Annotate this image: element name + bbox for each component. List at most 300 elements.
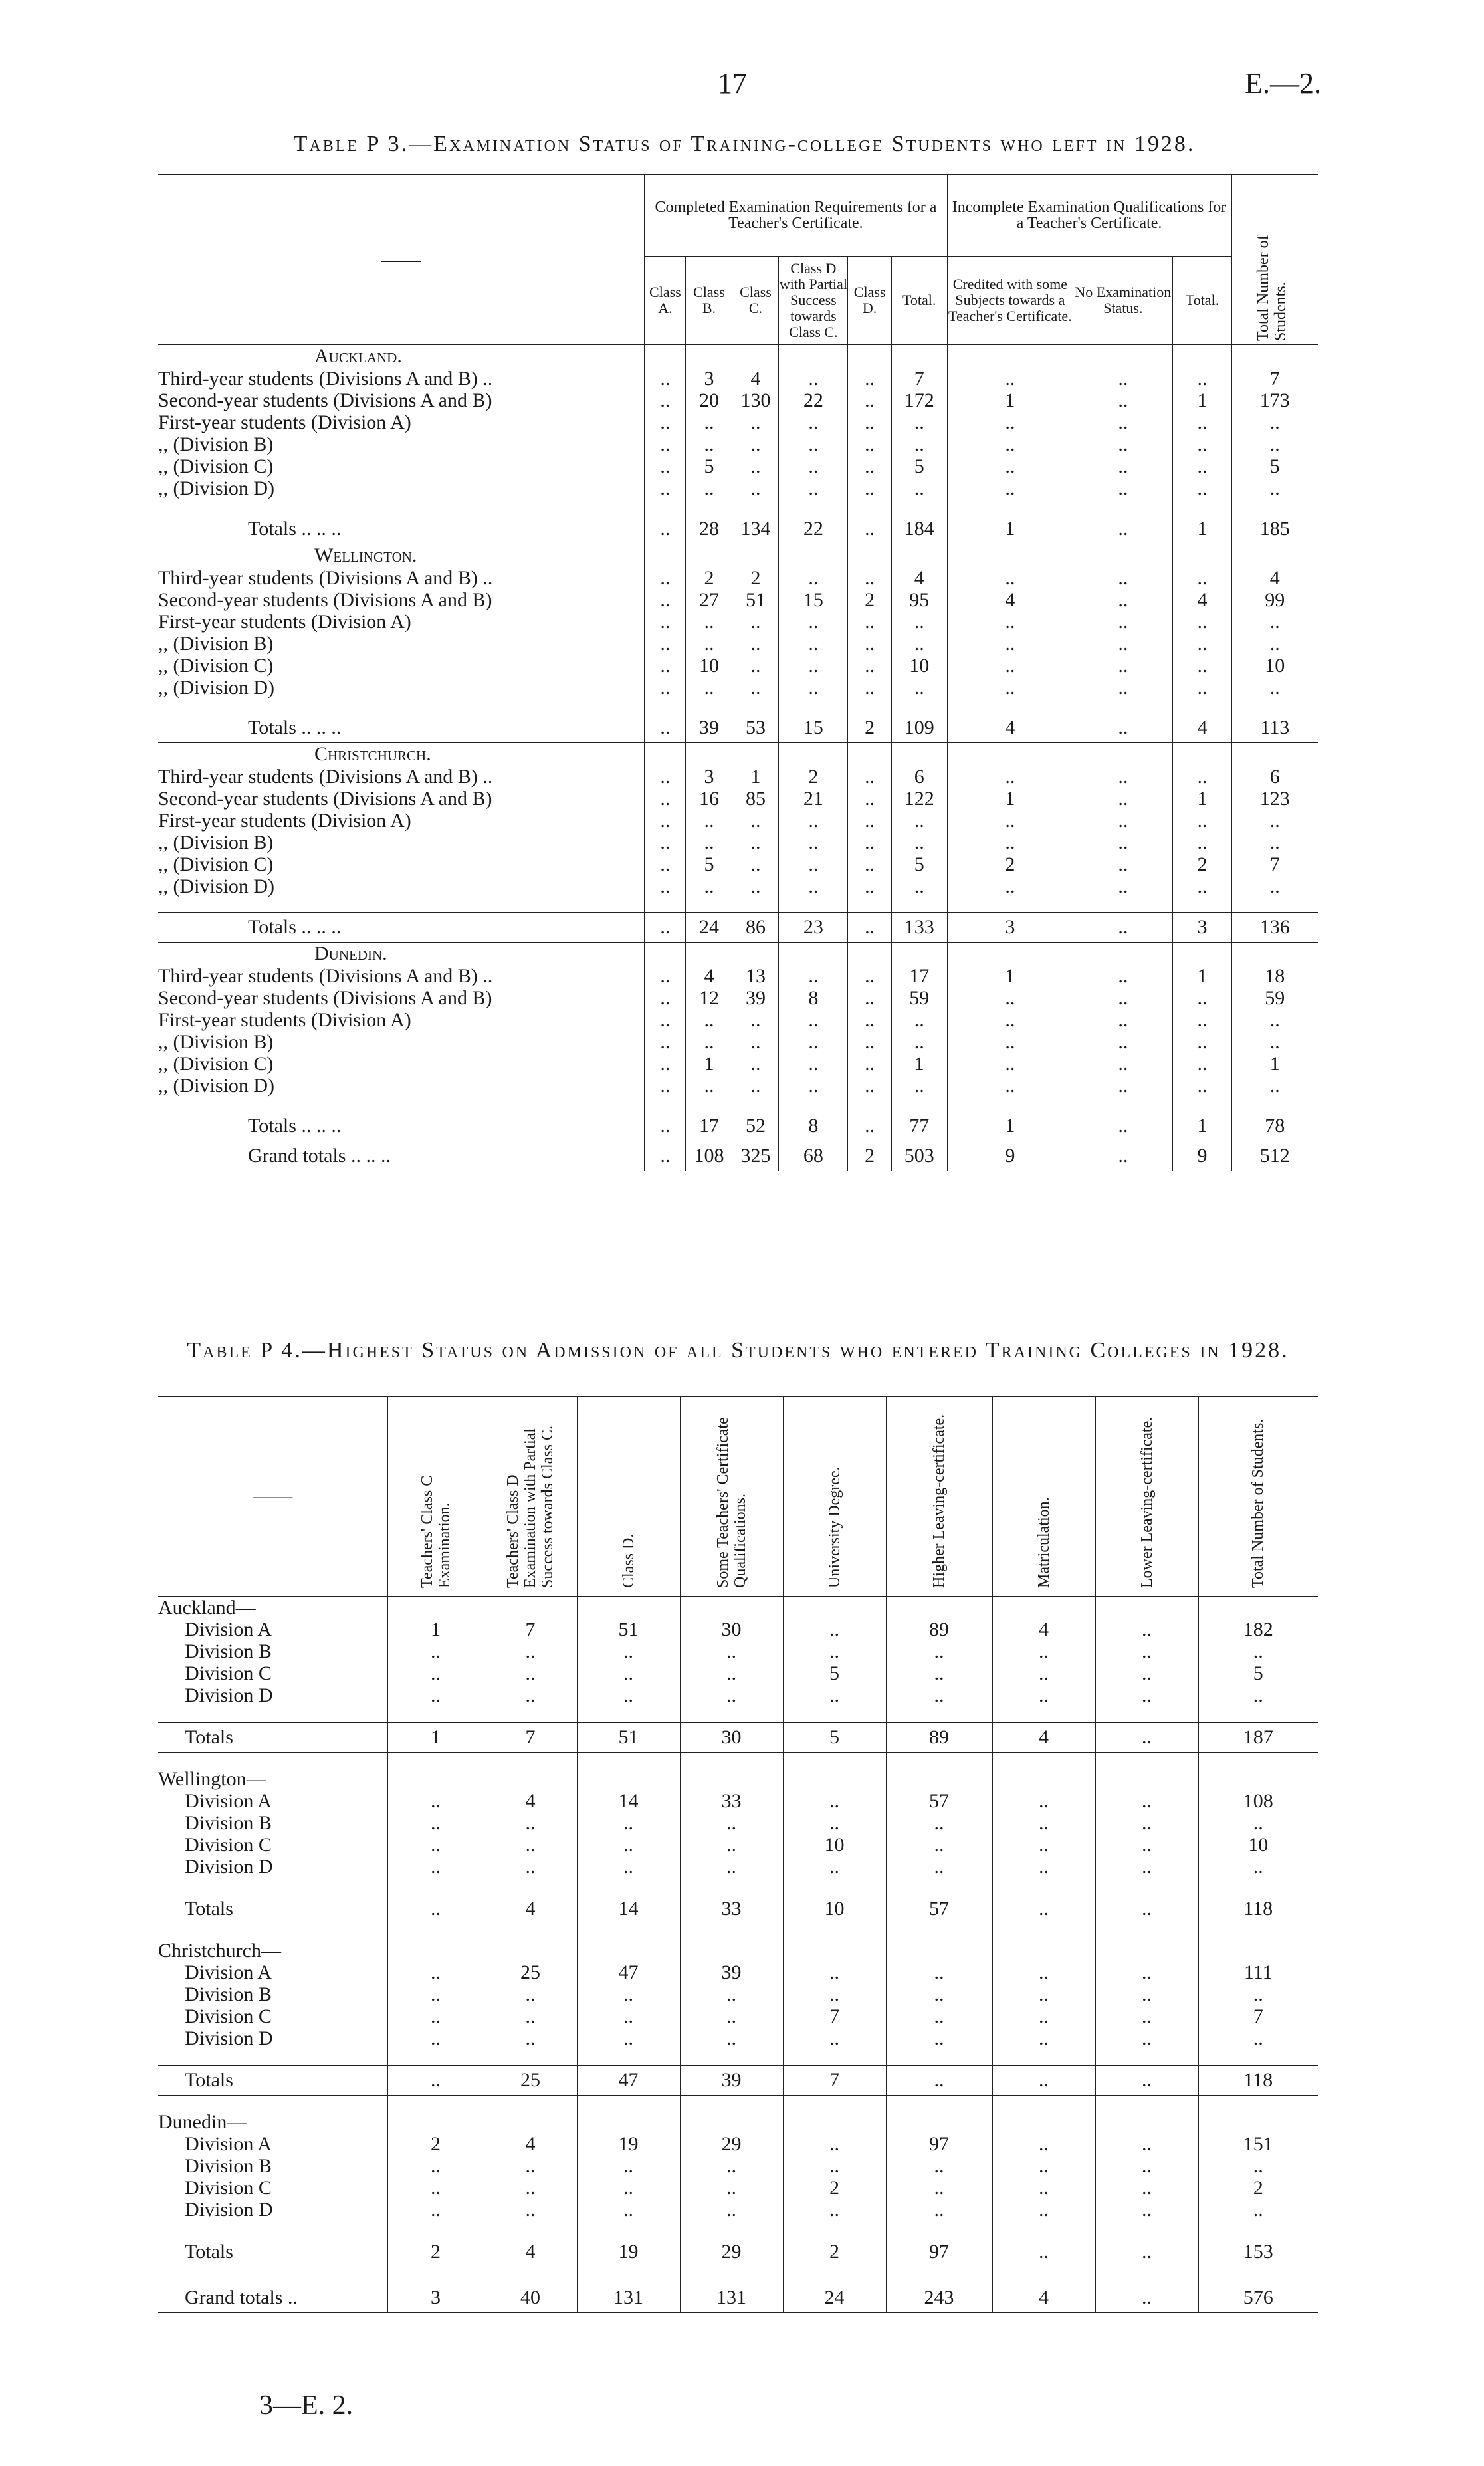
table-cell: .. (680, 1834, 783, 1856)
table-cell: .. (1231, 611, 1318, 633)
row-label: Third-year students (Divisions A and B) .. (158, 766, 493, 788)
table-cell: 2 (1198, 2177, 1318, 2199)
table-cell: 59 (891, 987, 947, 1009)
totals-label: Totals (158, 1894, 387, 1924)
table-cell: .. (1173, 810, 1231, 832)
totals-cell: .. (848, 912, 892, 942)
table-cell: 29 (680, 2133, 783, 2155)
table-cell: .. (577, 1856, 680, 1878)
totals-cell: 30 (680, 1722, 783, 1752)
table-row (158, 832, 1318, 853)
row-label: First-year students (Division A) (158, 1008, 411, 1031)
grand-totals-label: Grand totals .. .. .. (158, 1141, 645, 1171)
table-cell: .. (732, 1031, 779, 1053)
table-cell: .. (848, 1009, 892, 1031)
table-cell: 4 (732, 368, 779, 390)
table-cell: 10 (1231, 655, 1318, 677)
table-cell: .. (484, 2155, 577, 2177)
table-row (158, 2177, 1318, 2199)
table-cell: .. (645, 766, 686, 788)
table-cell: 97 (886, 2133, 992, 2155)
table-cell: .. (577, 1983, 680, 2005)
table-cell: 39 (732, 987, 779, 1009)
table-cell: .. (1231, 875, 1318, 897)
table-cell: .. (1073, 788, 1173, 810)
p3-group-completed: Completed Examination Requirements for a Teacher's Certificate. (645, 175, 947, 257)
table-row (158, 1834, 1318, 1856)
table-p3 (158, 174, 1318, 1171)
table-cell: 5 (783, 1662, 886, 1684)
table-cell: .. (848, 411, 892, 433)
table-cell: .. (779, 433, 848, 455)
table-cell: .. (1073, 390, 1173, 411)
table-cell: .. (779, 853, 848, 875)
table-cell: .. (387, 1962, 484, 1983)
table-cell: .. (1073, 1009, 1173, 1031)
table-row (158, 390, 1318, 411)
table-cell: .. (783, 1812, 886, 1834)
p4-col-header-2: Class D. (577, 1397, 680, 1597)
row-label: Division D (185, 2199, 273, 2221)
table-cell: .. (1073, 1053, 1173, 1075)
table-cell: 108 (1198, 1790, 1318, 1812)
row-label: Division A (185, 1790, 272, 1812)
totals-cell: .. (645, 1111, 686, 1141)
table-cell: .. (387, 1640, 484, 1662)
p4-section-name: Christchurch— (158, 1940, 281, 1962)
table-cell: .. (732, 677, 779, 699)
totals-cell: 24 (686, 912, 732, 942)
totals-cell: 1 (947, 1111, 1073, 1141)
page-footer: 3—E. 2. (259, 2390, 354, 2421)
table-cell: .. (1073, 677, 1173, 699)
table-cell: 17 (891, 965, 947, 987)
table-row (158, 810, 1318, 832)
table-cell: .. (1095, 1812, 1198, 1834)
grand-totals-cell: 3 (387, 2283, 484, 2312)
table-cell: .. (1073, 368, 1173, 390)
row-label: ,, (Division B) (158, 632, 274, 655)
table-cell: 14 (577, 1790, 680, 1812)
grand-totals-cell: 4 (992, 2283, 1095, 2312)
totals-cell: .. (848, 514, 892, 544)
row-label: Division C (185, 2005, 272, 2027)
grand-totals-row (158, 2283, 1318, 2312)
totals-cell: 1 (1173, 1111, 1231, 1141)
totals-cell: 39 (680, 2065, 783, 2095)
table-cell: .. (779, 832, 848, 853)
p4-section-name: Wellington— (158, 1768, 266, 1790)
table-row (158, 655, 1318, 677)
table-cell: .. (992, 1662, 1095, 1684)
table-cell: .. (680, 1640, 783, 1662)
grand-totals-cell: 24 (783, 2283, 886, 2312)
totals-cell: 1 (947, 514, 1073, 544)
totals-cell: 3 (1173, 912, 1231, 942)
table-cell: .. (886, 1962, 992, 1983)
row-label: Division A (185, 1962, 272, 1983)
table-cell: .. (1073, 1075, 1173, 1097)
table-cell: .. (1231, 810, 1318, 832)
table-cell: .. (947, 433, 1073, 455)
table-cell: .. (387, 1983, 484, 2005)
table-cell: .. (1073, 832, 1173, 853)
table-cell: .. (947, 611, 1073, 633)
table-cell: .. (891, 433, 947, 455)
table-cell: .. (686, 810, 732, 832)
table-cell: 12 (686, 987, 732, 1009)
table-cell: .. (1231, 411, 1318, 433)
p4-section-name: Dunedin— (158, 2111, 247, 2133)
table-cell: .. (680, 2177, 783, 2199)
row-label: ,, (Division D) (158, 875, 274, 897)
table-cell: 3 (686, 766, 732, 788)
table-cell: .. (947, 477, 1073, 499)
table-cell: .. (484, 1856, 577, 1878)
p4-col-header-7: Lower Leaving-certificate. (1095, 1397, 1198, 1597)
grand-totals-cell: 243 (886, 2283, 992, 2312)
table-cell: .. (1095, 1684, 1198, 1706)
table-cell: .. (1095, 1790, 1198, 1812)
totals-cell: 33 (680, 1894, 783, 1924)
totals-cell: 23 (779, 912, 848, 942)
table-cell: .. (1073, 853, 1173, 875)
totals-label: Totals .. .. .. (158, 514, 645, 544)
table-cell: 30 (680, 1619, 783, 1640)
grand-totals-cell: 512 (1231, 1141, 1318, 1171)
table-cell: .. (992, 1790, 1095, 1812)
table-cell: .. (1073, 611, 1173, 633)
table-cell: .. (1231, 677, 1318, 699)
table-row (158, 1619, 1318, 1640)
p3-col-header-4: Class D. (848, 256, 892, 344)
totals-label: Totals .. .. .. (158, 713, 645, 743)
table-cell: .. (1095, 1619, 1198, 1640)
table-cell: .. (1198, 2155, 1318, 2177)
table-cell: .. (1231, 1031, 1318, 1053)
table-cell: .. (891, 411, 947, 433)
table-cell: .. (947, 455, 1073, 477)
p3-col-header-0: Class A. (645, 256, 686, 344)
p4-col-header-6: Matriculation. (992, 1397, 1095, 1597)
table-cell: .. (947, 987, 1073, 1009)
p3-blank-header: —— (158, 175, 645, 345)
table-cell: 51 (732, 589, 779, 611)
table-cell: .. (992, 1684, 1095, 1706)
page-number: 17 (718, 67, 747, 100)
table-cell: .. (848, 433, 892, 455)
table-cell: .. (387, 1834, 484, 1856)
table-cell: .. (686, 477, 732, 499)
grand-totals-cell: 9 (1173, 1141, 1231, 1171)
table-cell: .. (783, 1619, 886, 1640)
totals-cell: 8 (779, 1111, 848, 1141)
table-row (158, 1812, 1318, 1834)
row-label: Third-year students (Divisions A and B) .. (158, 566, 493, 589)
totals-cell: .. (387, 1894, 484, 1924)
table-cell: .. (680, 2199, 783, 2221)
table-cell: .. (1198, 1684, 1318, 1706)
p3-section-name: Auckland. (314, 345, 402, 367)
table-row (158, 2199, 1318, 2221)
table-cell: 172 (891, 390, 947, 411)
table-cell: .. (680, 1662, 783, 1684)
totals-cell: .. (1073, 912, 1173, 942)
table-cell: .. (783, 1983, 886, 2005)
table-cell: .. (686, 411, 732, 433)
totals-cell: .. (1095, 2237, 1198, 2267)
totals-cell: 25 (484, 2065, 577, 2095)
totals-row (158, 1111, 1318, 1141)
totals-label: Totals (158, 2237, 387, 2267)
row-label: Second-year students (Divisions A and B) (158, 390, 492, 411)
table-cell: 95 (891, 589, 947, 611)
table-cell: .. (645, 1009, 686, 1031)
table-cell: .. (891, 477, 947, 499)
row-label: Second-year students (Divisions A and B) (158, 588, 492, 611)
table-cell: .. (686, 611, 732, 633)
row-label: Division D (185, 2027, 273, 2049)
table-cell: .. (645, 477, 686, 499)
table-row (158, 965, 1318, 987)
table-cell: 5 (1198, 1662, 1318, 1684)
table-cell: .. (779, 875, 848, 897)
table-cell: .. (779, 455, 848, 477)
totals-cell: 7 (484, 1722, 577, 1752)
table-cell: .. (732, 433, 779, 455)
table-row (158, 455, 1318, 477)
table-cell: .. (1073, 433, 1173, 455)
table-cell: 8 (779, 987, 848, 1009)
table-cell: .. (1173, 766, 1231, 788)
row-label: Division A (185, 1619, 272, 1640)
table-cell: 5 (1231, 455, 1318, 477)
totals-label: Totals (158, 1722, 387, 1752)
table-cell: .. (577, 2005, 680, 2027)
table-cell: .. (779, 1053, 848, 1075)
table-cell: .. (992, 1640, 1095, 1662)
table-cell: .. (387, 2155, 484, 2177)
table-cell: .. (947, 832, 1073, 853)
totals-row (158, 2065, 1318, 2095)
table-cell: .. (645, 455, 686, 477)
grand-totals-row (158, 1141, 1318, 1171)
table-cell: .. (387, 2027, 484, 2049)
table-cell: .. (783, 1684, 886, 1706)
table-cell: .. (484, 1812, 577, 1834)
table-cell: .. (848, 633, 892, 655)
grand-totals-cell: 68 (779, 1141, 848, 1171)
table-cell: .. (1231, 832, 1318, 853)
table-cell: .. (484, 1983, 577, 2005)
table-cell: .. (577, 2155, 680, 2177)
table-cell: .. (732, 875, 779, 897)
totals-cell: 86 (732, 912, 779, 942)
table-cell: .. (1095, 1640, 1198, 1662)
table-cell: .. (686, 1009, 732, 1031)
table-cell: .. (1095, 2199, 1198, 2221)
totals-cell: 118 (1198, 1894, 1318, 1924)
table-cell: 4 (992, 1619, 1095, 1640)
totals-cell: 109 (891, 713, 947, 743)
table-cell: .. (992, 2133, 1095, 2155)
table-cell: .. (992, 1983, 1095, 2005)
totals-cell: 7 (783, 2065, 886, 2095)
totals-cell: 97 (886, 2237, 992, 2267)
table-cell: .. (1198, 1812, 1318, 1834)
table-cell: 2 (783, 2177, 886, 2199)
totals-cell: .. (886, 2065, 992, 2095)
table-cell: .. (886, 1662, 992, 1684)
table-cell: .. (1198, 1856, 1318, 1878)
table-cell: .. (947, 1009, 1073, 1031)
table-cell: 2 (848, 589, 892, 611)
table-cell: .. (484, 2177, 577, 2199)
table-cell: .. (732, 1053, 779, 1075)
totals-row (158, 514, 1318, 544)
totals-cell: 134 (732, 514, 779, 544)
table-cell: .. (387, 2005, 484, 2027)
table-cell: .. (645, 965, 686, 987)
table-cell: .. (848, 766, 892, 788)
table-cell: 33 (680, 1790, 783, 1812)
table-cell: .. (886, 2005, 992, 2027)
row-label: ,, (Division C) (158, 654, 274, 677)
totals-label: Totals .. .. .. (158, 912, 645, 942)
table-cell: .. (848, 987, 892, 1009)
table-cell: 10 (686, 655, 732, 677)
table-row (158, 567, 1318, 589)
table-cell: 7 (891, 368, 947, 390)
p4-blank-header: —— (253, 1485, 293, 1507)
p3-section-row (158, 544, 1318, 567)
table-cell: .. (577, 1640, 680, 1662)
table-cell: .. (1173, 633, 1231, 655)
grand-totals-cell: 2 (848, 1141, 892, 1171)
table-cell: .. (1095, 1983, 1198, 2005)
table-cell: .. (1073, 455, 1173, 477)
table-cell: .. (484, 2005, 577, 2027)
table-cell: .. (886, 1640, 992, 1662)
totals-cell: 51 (577, 1722, 680, 1752)
table-cell: .. (779, 368, 848, 390)
table-row (158, 633, 1318, 655)
table-cell: .. (645, 433, 686, 455)
table-cell: .. (1095, 2133, 1198, 2155)
table-cell: .. (645, 853, 686, 875)
table-row (158, 1009, 1318, 1031)
row-label: ,, (Division D) (158, 676, 274, 699)
table-cell: 5 (891, 455, 947, 477)
table-row (158, 1640, 1318, 1662)
table-cell: .. (848, 368, 892, 390)
table-cell: .. (891, 1075, 947, 1097)
table-cell: .. (783, 2133, 886, 2155)
table-cell: .. (947, 810, 1073, 832)
table-cell: .. (484, 1834, 577, 1856)
p4-section-row (158, 1940, 1318, 1962)
table-cell: .. (1073, 567, 1173, 589)
table-cell: .. (1173, 1075, 1231, 1097)
table-cell: .. (1173, 477, 1231, 499)
table-cell: .. (779, 965, 848, 987)
table-cell: .. (577, 1812, 680, 1834)
table-cell: 7 (1198, 2005, 1318, 2027)
table-cell: 10 (891, 655, 947, 677)
table-cell: .. (686, 832, 732, 853)
p3-col-header-5: Total. (891, 256, 947, 344)
totals-cell: 29 (680, 2237, 783, 2267)
table-cell: .. (484, 2199, 577, 2221)
table-cell: .. (1073, 987, 1173, 1009)
table-cell: 89 (886, 1619, 992, 1640)
table-cell: .. (947, 766, 1073, 788)
table-cell: .. (680, 2027, 783, 2049)
table-cell: .. (779, 477, 848, 499)
table-cell: .. (779, 611, 848, 633)
table-cell: 20 (686, 390, 732, 411)
table-row (158, 2133, 1318, 2155)
table-cell: 6 (891, 766, 947, 788)
totals-cell: .. (1073, 713, 1173, 743)
table-cell: .. (645, 788, 686, 810)
table-cell: .. (992, 1856, 1095, 1878)
table-cell: .. (992, 2155, 1095, 2177)
totals-row (158, 1894, 1318, 1924)
grand-totals-cell: .. (645, 1141, 686, 1171)
totals-cell: 5 (783, 1722, 886, 1752)
table-cell: 7 (1231, 853, 1318, 875)
row-label: ,, (Division C) (158, 853, 274, 875)
table-cell: .. (886, 1834, 992, 1856)
totals-cell: .. (1095, 1722, 1198, 1752)
table-row (158, 677, 1318, 699)
table-cell: .. (680, 2155, 783, 2177)
table-cell: 22 (779, 390, 848, 411)
table-p4 (158, 1396, 1318, 2313)
table-cell: .. (783, 2155, 886, 2177)
row-label: Division D (185, 1684, 273, 1706)
table-cell: .. (387, 1684, 484, 1706)
row-label: ,, (Division B) (158, 1030, 274, 1053)
table-cell: .. (891, 875, 947, 897)
table-cell: 1 (1231, 1053, 1318, 1075)
table-cell: .. (891, 677, 947, 699)
row-label: First-year students (Division A) (158, 411, 411, 433)
table-cell: .. (947, 567, 1073, 589)
totals-cell: .. (387, 2065, 484, 2095)
table-cell: .. (1073, 1031, 1173, 1053)
p3-section-name: Wellington. (314, 544, 417, 566)
table-cell: 2 (686, 567, 732, 589)
table-cell: 1 (1173, 965, 1231, 987)
table-cell: .. (577, 1684, 680, 1706)
grand-totals-cell: 108 (686, 1141, 732, 1171)
table-cell: .. (686, 633, 732, 655)
table-row (158, 433, 1318, 455)
table-cell: .. (779, 677, 848, 699)
totals-cell: 1 (387, 1722, 484, 1752)
table-cell: .. (992, 1962, 1095, 1983)
table-cell: 4 (947, 589, 1073, 611)
row-label: Second-year students (Divisions A and B) (158, 986, 492, 1009)
table-cell: .. (732, 1075, 779, 1097)
table-cell: 2 (947, 853, 1073, 875)
grand-totals-cell: .. (1095, 2283, 1198, 2312)
p4-col-header-3: Some Teachers' Certificate Qualifications. (680, 1397, 783, 1597)
table-cell: 123 (1231, 788, 1318, 810)
totals-cell: 89 (886, 1722, 992, 1752)
